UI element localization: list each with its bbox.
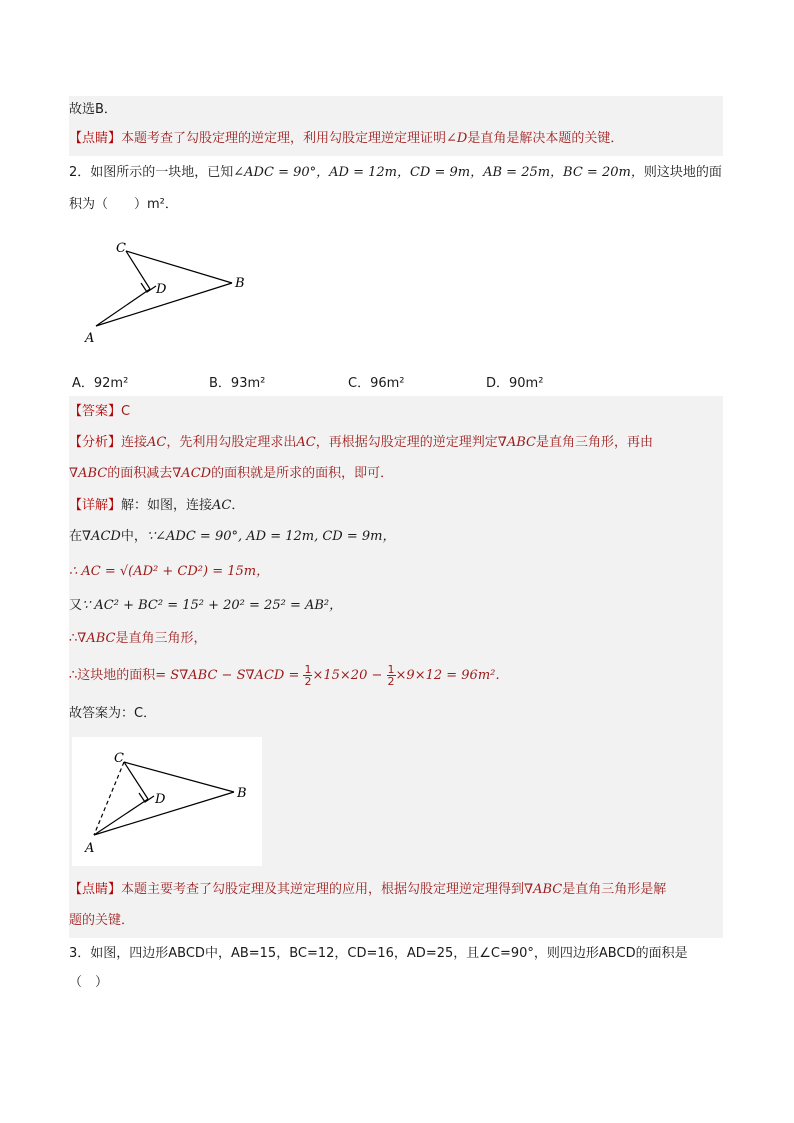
- detail-tag: 【详解】: [69, 498, 122, 513]
- option-b: B．93m²: [209, 376, 266, 391]
- option-c: C．96m²: [348, 376, 405, 391]
- answer-tag: 【答案】: [69, 404, 122, 419]
- previous-dianjing: 【点睛】本题考查了勾股定理的逆定理，利用勾股定理逆定理证明∠D是直角是解决本题的关键．: [69, 131, 624, 146]
- dianjing-line-2: 题的关键．: [69, 913, 135, 928]
- detail-line-1: 【详解】解：如图，连接AC．: [69, 498, 245, 513]
- solution-figure-panel: [72, 737, 262, 866]
- question-2-figure: [80, 236, 260, 346]
- solution-label-a: A: [85, 841, 95, 856]
- detail-step-5: ∴这块地的面积= S∇ABC − S∇ACD = $\frac{1}{2}$ ×15×20 − $\frac{1}{2}$ ×9×12 = 96m²．: [69, 663, 509, 688]
- solution-label-c: C: [114, 751, 124, 766]
- question-2-line-1: 2．如图所示的一块地，已知∠ADC = 90°，AD = 12m，CD = 9m，AB = 25m，BC = 20m，则这块地的面: [69, 165, 722, 180]
- figure-label-c: C: [116, 241, 126, 256]
- detail-step-2: ∴ AC = √(AD² + CD²) = 15m，: [69, 564, 270, 579]
- question-2-line-2: 积为（ ）m²．: [69, 197, 178, 212]
- figure-label-b: B: [235, 276, 245, 291]
- question-2-conditions: ∠ADC = 90°，AD = 12m，CD = 9m，AB = 25m，BC = 20m，: [233, 165, 644, 180]
- analysis-tag: 【分析】: [69, 435, 122, 450]
- dianjing-tag-2: 【点睛】: [69, 882, 122, 897]
- detail-step-1: 在∇ACD中，∵∠ADC = 90°, AD = 12m, CD = 9m，: [69, 529, 396, 544]
- detail-step-4: ∴∇ABC是直角三角形，: [69, 631, 207, 646]
- solution-figure: [72, 737, 262, 866]
- analysis-line-2: ∇ABC的面积减去∇ACD的面积就是所求的面积，即可．: [69, 466, 394, 481]
- answer-value: C: [121, 404, 131, 419]
- question-3-line-1: 3．如图，四边形ABCD中，AB=15，BC=12，CD=16，AD=25，且∠C=90°，则四边形ABCD的面积是: [69, 946, 688, 961]
- detail-step-3: 又∵ AC² + BC² = 15² + 20² = 25² = AB²，: [69, 598, 343, 613]
- fraction-half-2: $\frac{1}{2}$: [387, 663, 395, 688]
- figure-label-a: A: [85, 331, 95, 346]
- previous-conclusion: 故选B．: [69, 102, 117, 117]
- dianjing-line-1: 【点睛】本题主要考查了勾股定理及其逆定理的应用，根据勾股定理逆定理得到∇ABC是直角三角形是解: [69, 882, 667, 897]
- dianjing-tag: 【点睛】: [69, 131, 122, 146]
- figure-label-d: D: [156, 282, 167, 297]
- solution-label-b: B: [237, 786, 247, 801]
- detail-conclusion: 故答案为：C．: [69, 706, 157, 721]
- fraction-half-1: $\frac{1}{2}$: [304, 663, 312, 688]
- option-d: D．90m²: [486, 376, 544, 391]
- option-a: A．92m²: [72, 376, 129, 391]
- question-2-solution: [69, 396, 723, 938]
- analysis-line-1: 【分析】连接AC，先利用勾股定理求出AC，再根据勾股定理的逆定理判定∇ABC是直角三角形，再由: [69, 435, 653, 450]
- answer-line: [69, 402, 130, 422]
- question-3-line-2: （ ）: [69, 975, 109, 990]
- previous-solution-tail: [69, 96, 723, 156]
- solution-label-d: D: [155, 792, 166, 807]
